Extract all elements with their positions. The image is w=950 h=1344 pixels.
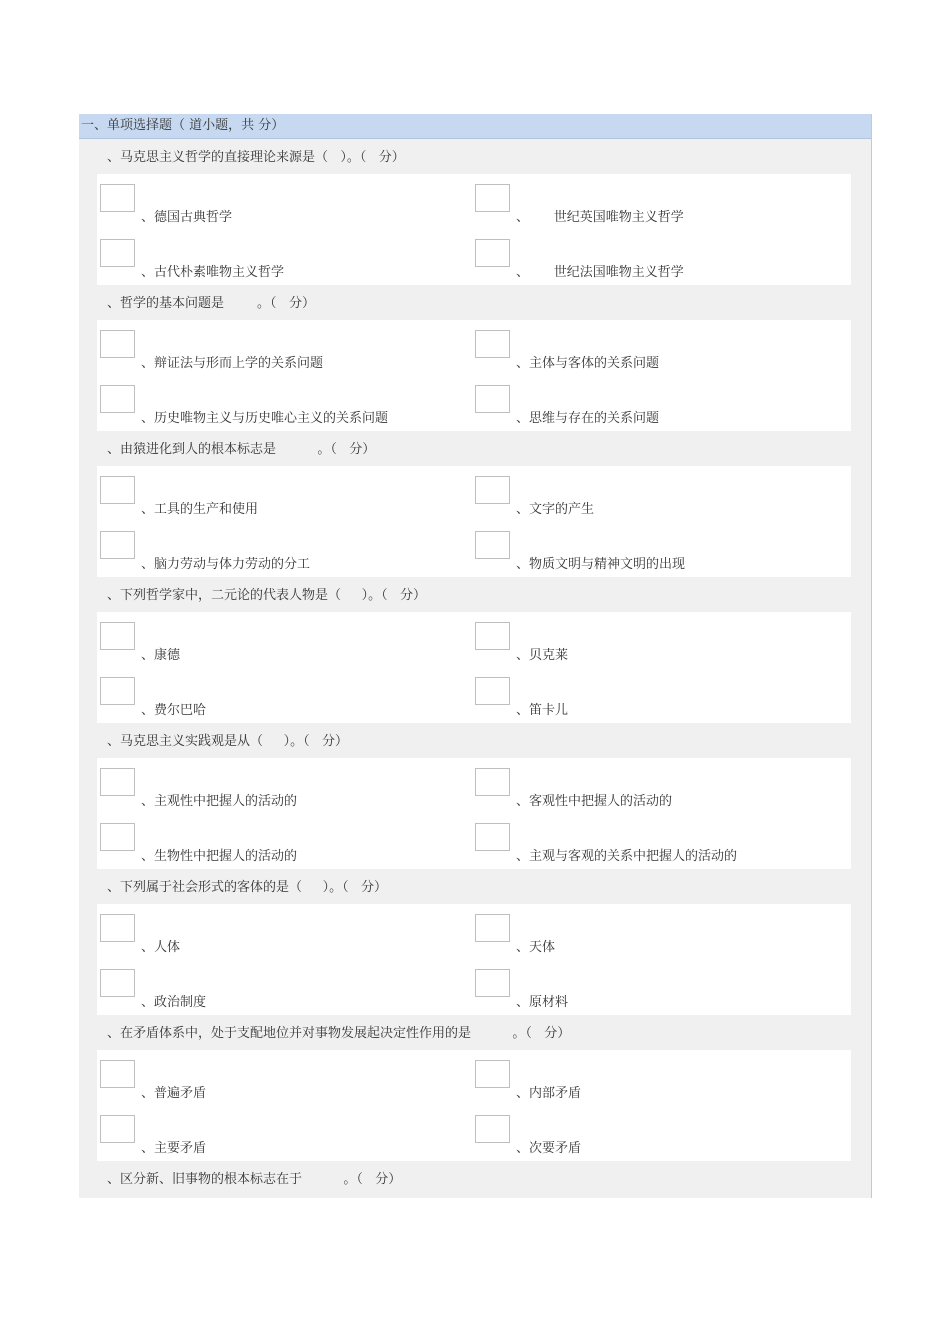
option-label: 、政治制度 [141,995,207,1010]
option-label: 、古代朴素唯物主义哲学 [141,265,285,280]
option-checkbox[interactable] [475,184,510,212]
option-d[interactable] [472,967,842,1010]
option-checkbox[interactable] [100,476,135,504]
option-label: 、辩证法与形而上学的关系问题 [141,356,324,371]
option-d[interactable] [472,529,842,572]
option-checkbox[interactable] [475,476,510,504]
option-c[interactable] [97,675,467,718]
option-checkbox[interactable] [100,330,135,358]
option-a[interactable] [97,620,467,663]
option-b[interactable] [472,766,842,809]
option-checkbox[interactable] [475,1115,510,1143]
question-text: 、马克思主义实践观是从（ ）。（ 分） [107,734,349,749]
exam-panel [79,114,872,1198]
option-b[interactable] [472,182,842,225]
option-b[interactable] [472,912,842,955]
option-c[interactable] [97,383,467,426]
option-checkbox[interactable] [100,768,135,796]
options-group [97,1050,851,1161]
option-checkbox[interactable] [100,823,135,851]
options-group [97,904,851,1015]
option-checkbox[interactable] [475,385,510,413]
option-checkbox[interactable] [475,823,510,851]
question-4 [79,577,871,723]
question-2 [79,285,871,431]
option-checkbox[interactable] [475,622,510,650]
option-c[interactable] [97,967,467,1010]
question-text: 、下列属于社会形式的客体的是（ ）。（ 分） [107,880,388,895]
option-label: 、内部矛盾 [516,1086,582,1101]
option-checkbox[interactable] [100,969,135,997]
question-6 [79,869,871,1015]
option-checkbox[interactable] [100,531,135,559]
option-d[interactable] [472,1113,842,1156]
option-label: 、客观性中把握人的活动的 [516,794,673,809]
option-b[interactable] [472,620,842,663]
option-checkbox[interactable] [475,531,510,559]
option-b[interactable] [472,328,842,371]
question-text: 、由猿进化到人的根本标志是 。（ 分） [107,442,376,457]
option-a[interactable] [97,766,467,809]
option-label: 、文字的产生 [516,502,595,517]
question-text: 、在矛盾体系中，处于支配地位并对事物发展起决定性作用的是 。（ 分） [107,1026,571,1041]
question-3 [79,431,871,577]
options-group [97,612,851,723]
question-1 [79,139,871,285]
option-label: 、主观与客观的关系中把握人的活动的 [516,849,738,864]
option-c[interactable] [97,821,467,864]
option-a[interactable] [97,912,467,955]
option-b[interactable] [472,1058,842,1101]
option-label: 、主要矛盾 [141,1141,207,1156]
option-label: 、天体 [516,940,556,955]
options-group [97,174,851,285]
option-checkbox[interactable] [100,914,135,942]
options-group [97,320,851,431]
option-label: 、贝克莱 [516,648,569,663]
option-label: 、费尔巴哈 [141,703,207,718]
option-checkbox[interactable] [100,239,135,267]
option-d[interactable] [472,821,842,864]
option-a[interactable] [97,182,467,225]
option-checkbox[interactable] [475,1060,510,1088]
option-label: 、生物性中把握人的活动的 [141,849,298,864]
option-label: 、普遍矛盾 [141,1086,207,1101]
option-checkbox[interactable] [100,184,135,212]
option-checkbox[interactable] [475,330,510,358]
option-label: 、康德 [141,648,181,663]
option-label: 、笛卡儿 [516,703,569,718]
option-c[interactable] [97,1113,467,1156]
option-label: 、次要矛盾 [516,1141,582,1156]
option-d[interactable] [472,237,842,280]
option-checkbox[interactable] [475,677,510,705]
option-checkbox[interactable] [100,677,135,705]
option-checkbox[interactable] [475,239,510,267]
option-checkbox[interactable] [100,385,135,413]
question-8 [79,1161,871,1196]
question-text: 、区分新、旧事物的根本标志在于 。（ 分） [107,1172,402,1187]
option-label: 、 世纪法国唯物主义哲学 [516,265,684,280]
option-b[interactable] [472,474,842,517]
option-label: 、 世纪英国唯物主义哲学 [516,210,684,225]
option-checkbox[interactable] [100,622,135,650]
option-c[interactable] [97,237,467,280]
option-label: 、人体 [141,940,181,955]
question-text: 、马克思主义哲学的直接理论来源是（ ）。（ 分） [107,150,405,165]
option-label: 、主体与客体的关系问题 [516,356,660,371]
option-checkbox[interactable] [100,1115,135,1143]
options-group [97,758,851,869]
option-label: 、思维与存在的关系问题 [516,411,660,426]
option-label: 、脑力劳动与体力劳动的分工 [141,557,311,572]
option-label: 、原材料 [516,995,569,1010]
question-7 [79,1015,871,1161]
section-header: 一、单项选择题（ 道小题，共 分） [79,114,871,139]
option-label: 、德国古典哲学 [141,210,233,225]
option-d[interactable] [472,383,842,426]
option-a[interactable] [97,1058,467,1101]
option-checkbox[interactable] [100,1060,135,1088]
options-group [97,466,851,577]
option-label: 、工具的生产和使用 [141,502,259,517]
option-label: 、主观性中把握人的活动的 [141,794,298,809]
question-5 [79,723,871,869]
option-d[interactable] [472,675,842,718]
option-checkbox[interactable] [475,768,510,796]
option-checkbox[interactable] [475,969,510,997]
option-label: 、物质文明与精神文明的出现 [516,557,686,572]
option-c[interactable] [97,529,467,572]
option-label: 、历史唯物主义与历史唯心主义的关系问题 [141,411,389,426]
option-a[interactable] [97,328,467,371]
question-text: 、下列哲学家中，二元论的代表人物是（ ）。（ 分） [107,588,427,603]
option-a[interactable] [97,474,467,517]
option-checkbox[interactable] [475,914,510,942]
question-text: 、哲学的基本问题是 。（ 分） [107,296,315,311]
